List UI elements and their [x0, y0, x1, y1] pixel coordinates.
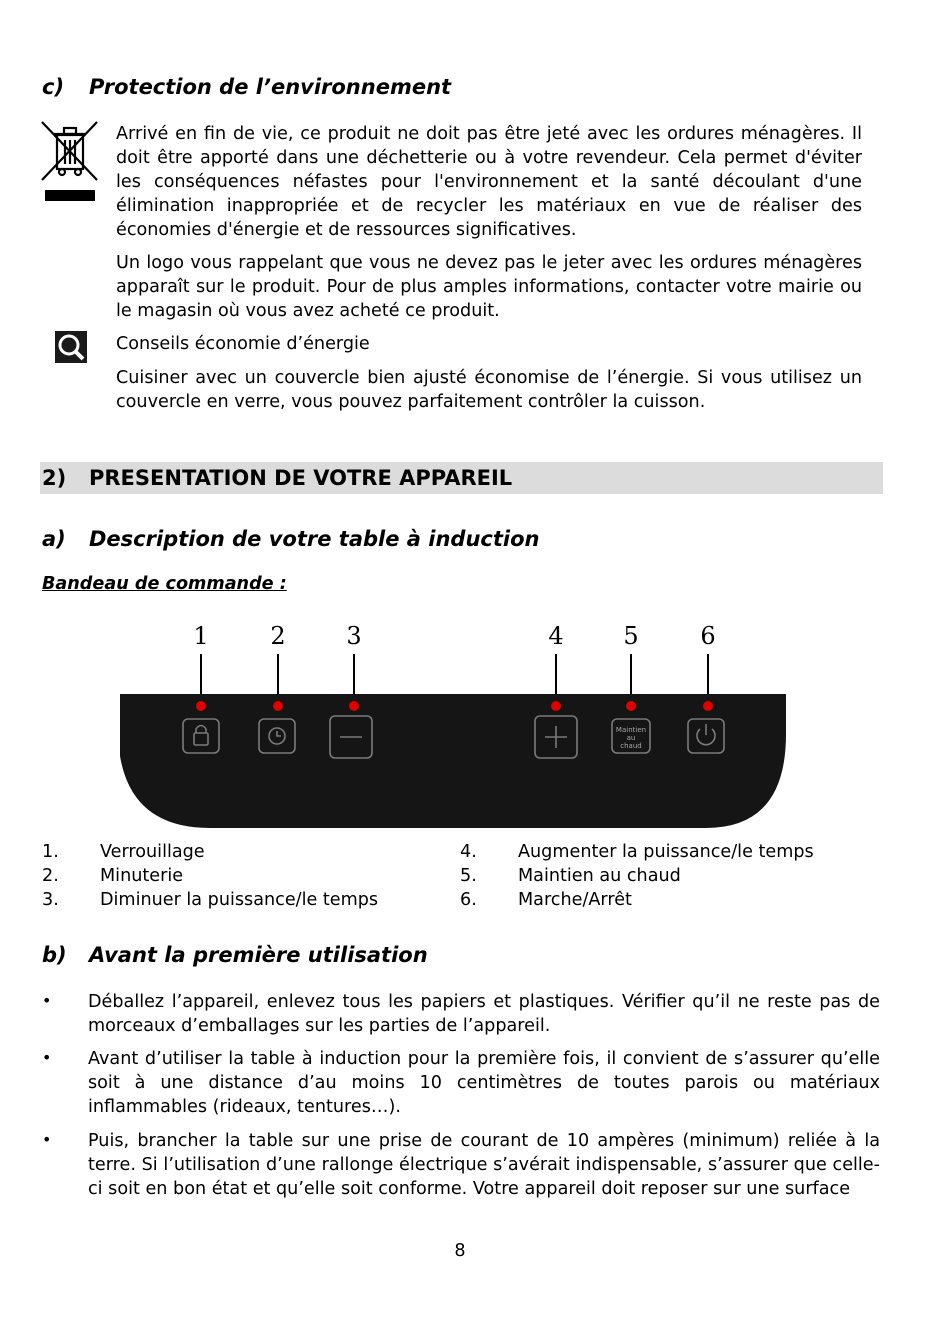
- control-panel-illustration: [110, 616, 800, 836]
- legend-number-2: 2.: [42, 866, 59, 886]
- keep-warm-label-1: Maintien: [615, 726, 647, 734]
- legend-label-6: Marche/Arrêt: [518, 890, 632, 910]
- callout-5: 5: [623, 622, 639, 650]
- section-c-title: Protection de l’environnement: [89, 75, 452, 99]
- section-2-title: PRESENTATION DE VOTRE APPAREIL: [89, 466, 513, 490]
- bullet-marker-1: •: [42, 991, 52, 1010]
- indicator-dot-1: [196, 701, 206, 711]
- environment-paragraph-1: Arrivé en fin de vie, ce produit ne doit pas être jeté avec les ordures ménagères. Il doit être apporté dans une déchetterie ou à votre revendeur. Cela permet d'éviter les conséquences néfastes pour l'environnement et la santé découlant d'une élimination inappropriée et de recycler les matériaux en vue de réaliser des économies d'énergie et de ressources significatives.: [116, 124, 862, 240]
- legend-number-1: 1.: [42, 842, 59, 862]
- indicator-dot-4: [551, 701, 561, 711]
- legend-item-1: [42, 840, 205, 864]
- legend-number-4: 4.: [460, 842, 477, 862]
- legend-item-4: [460, 840, 814, 864]
- callout-6: 6: [700, 622, 716, 650]
- legend-label-2: Minuterie: [100, 866, 184, 886]
- legend-label-4: Augmenter la puissance/le temps: [518, 842, 814, 862]
- bullet-marker-3: •: [42, 1130, 52, 1149]
- legend-number-6: 6.: [460, 890, 477, 910]
- page-number: 8: [454, 1241, 466, 1261]
- section-a-heading: [42, 527, 539, 551]
- callout-1: 1: [193, 622, 209, 650]
- energy-tips-title: Conseils économie d’énergie: [116, 334, 370, 354]
- indicator-dot-2: [273, 701, 283, 711]
- legend-item-6: [460, 888, 632, 912]
- environment-paragraph-2: Un logo vous rappelant que vous ne devez pas le jeter avec les ordures ménagères apparaît sur le produit. Pour de plus amples informations, contacter votre mairie ou le magasin où vous avez acheté ce produit.: [116, 253, 862, 321]
- bullet-text-1: Déballez l’appareil, enlevez tous les papiers et plastiques. Vérifier qu’il ne reste pas de morceaux d’emballages sur les parties de l’appareil.: [88, 992, 880, 1036]
- callout-2: 2: [270, 622, 286, 650]
- section-a-title: Description de votre table à induction: [89, 527, 540, 551]
- legend-label-5: Maintien au chaud: [518, 866, 681, 886]
- section-b-heading: [42, 943, 428, 967]
- bullet-text-2: Avant d’utiliser la table à induction pour la première fois, il convient de s’assurer qu’elle soit à une distance d’au moins 10 centimètres de toutes parois ou matériaux inflammables (rideaux, tentures…).: [88, 1049, 880, 1117]
- bullet-marker-2: •: [42, 1048, 52, 1067]
- legend-number-5: 5.: [460, 866, 477, 886]
- section-c-heading: [42, 75, 451, 99]
- keep-warm-label-2: au: [626, 734, 636, 742]
- crossed-bin-icon: [40, 120, 100, 204]
- section-2-number: 2): [42, 466, 67, 490]
- legend-number-3: 3.: [42, 890, 59, 910]
- section-2-heading: [42, 466, 512, 490]
- callout-3: 3: [346, 622, 362, 650]
- legend-item-5: [460, 864, 681, 888]
- section-c-number: c): [42, 75, 65, 99]
- bullet-text-3: Puis, brancher la table sur une prise de courant de 10 ampères (minimum) reliée à la terre. Si l’utilisation d’une rallonge électrique s’avérait indispensable, s’assurer que celle-ci soit en bon état et qu’elle soit conforme. Votre appareil doit reposer sur une surface: [88, 1131, 880, 1199]
- indicator-dot-6: [703, 701, 713, 711]
- control-panel-subtitle: Bandeau de commande :: [42, 574, 287, 594]
- section-a-number: a): [42, 527, 66, 551]
- energy-tips-text: Cuisiner avec un couvercle bien ajusté économise de l’énergie. Si vous utilisez un couvercle en verre, vous pouvez parfaitement contrôler la cuisson.: [116, 368, 862, 412]
- section-b-number: b): [42, 943, 67, 967]
- keep-warm-label-3: chaud: [620, 742, 642, 750]
- panel-body: [120, 694, 786, 828]
- legend-item-2: [42, 864, 183, 888]
- legend-item-3: [42, 888, 378, 912]
- legend-label-3: Diminuer la puissance/le temps: [100, 890, 379, 910]
- indicator-dot-3: [349, 701, 359, 711]
- magnifier-tip-icon: [54, 330, 88, 364]
- section-b-title: Avant la première utilisation: [89, 943, 428, 967]
- legend-label-1: Verrouillage: [100, 842, 205, 862]
- indicator-dot-5: [626, 701, 636, 711]
- callout-4: 4: [548, 622, 564, 650]
